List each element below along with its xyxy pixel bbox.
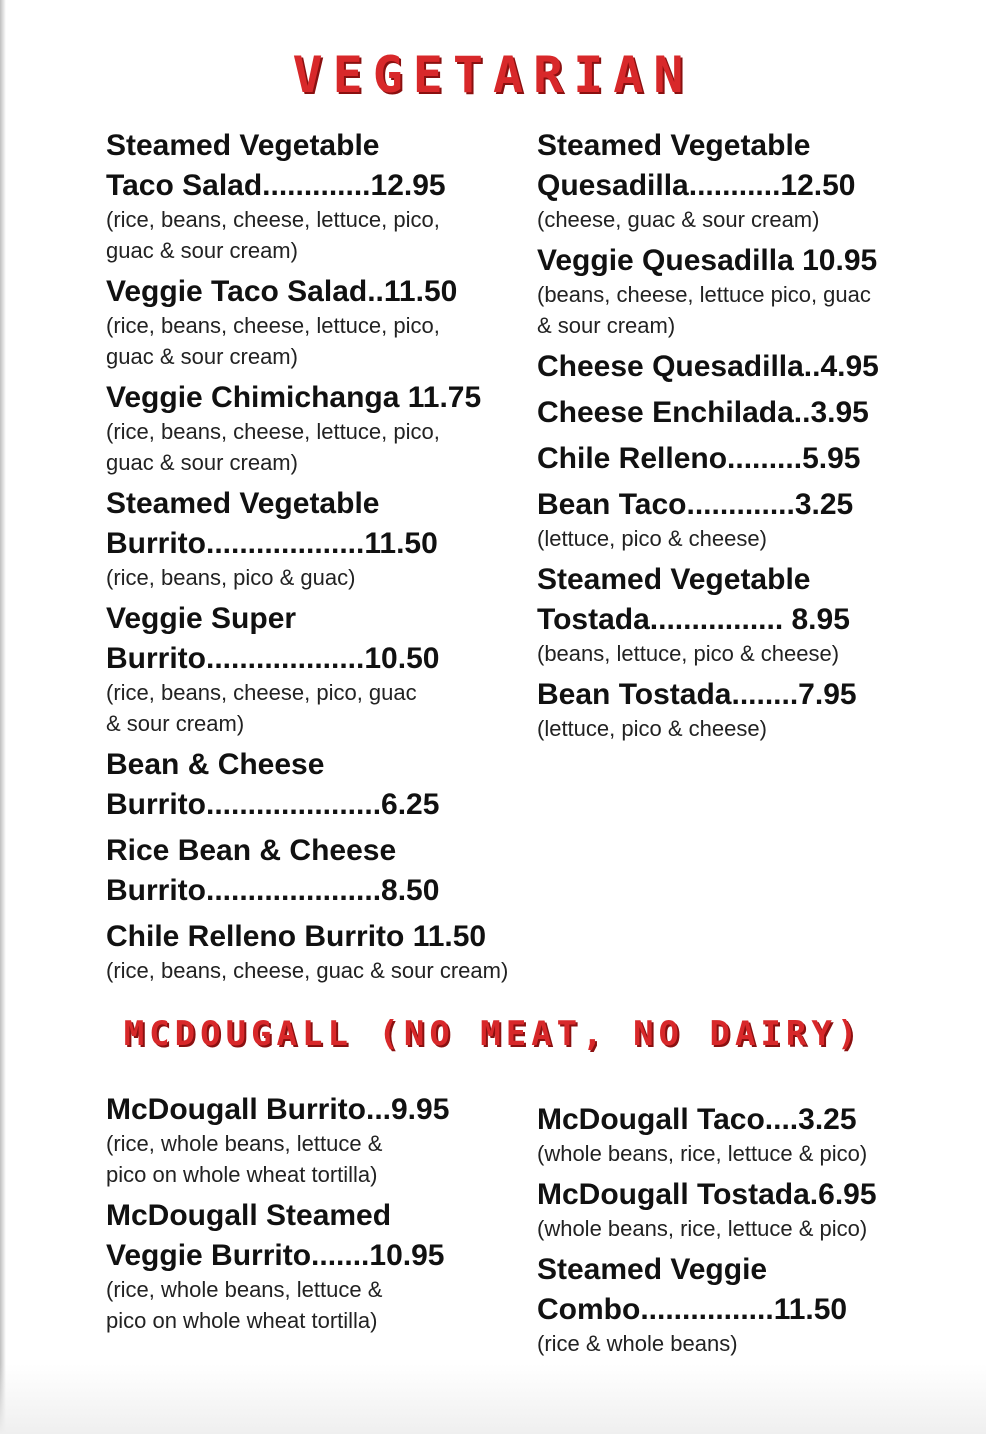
menu-item-name: Steamed Veggie Combo................ — [537, 1253, 774, 1326]
menu-item-price: 6.95 — [818, 1178, 877, 1211]
menu-item-name-line — [537, 439, 957, 479]
menu-item — [537, 347, 957, 387]
menu-item-name-line — [537, 560, 957, 640]
menu-item-description: (rice, whole beans, lettuce & pico on whole wheat tortilla) — [106, 1277, 383, 1333]
menu-item-price: 8.95 — [791, 603, 850, 636]
menu-item-description: (rice, beans, cheese, lettuce, pico, guac & sour cream) — [106, 313, 440, 369]
menu-item-description: (cheese, guac & sour cream) — [537, 207, 820, 232]
menu-item-name-line — [537, 1100, 957, 1140]
menu-item-price: 8.50 — [381, 874, 440, 907]
menu-item — [537, 393, 957, 433]
menu-item — [537, 1250, 957, 1359]
menu-item-price: 7.95 — [798, 678, 857, 711]
menu-item-name: McDougall Burrito... — [106, 1093, 391, 1126]
menu-item — [106, 917, 516, 986]
menu-item-name-line — [106, 1090, 516, 1130]
menu-item-price: 11.75 — [407, 381, 482, 414]
menu-item — [537, 485, 957, 554]
menu-item-name: Cheese Quesadilla.. — [537, 350, 821, 383]
menu-item — [537, 560, 957, 669]
menu-item-description: (lettuce, pico & cheese) — [537, 716, 767, 741]
menu-item-price: 9.95 — [391, 1093, 450, 1126]
menu-item-price: 10.95 — [802, 244, 878, 277]
menu-item-name-line — [537, 1175, 957, 1215]
menu-item-name-line — [537, 675, 957, 715]
menu-item — [106, 484, 516, 593]
menu-item-description: (lettuce, pico & cheese) — [537, 526, 767, 551]
menu-item-name-line — [106, 484, 516, 564]
menu-item-name-line — [106, 831, 516, 911]
menu-item-description: (rice, whole beans, lettuce & pico on whole wheat tortilla) — [106, 1131, 383, 1187]
menu-item-name: Steamed Vegetable Quesadilla........... — [537, 129, 811, 202]
menu-item-name-line — [106, 745, 516, 825]
menu-item-description: (rice, beans, cheese, pico, guac & sour cream) — [106, 680, 417, 736]
menu-item-price: 10.95 — [369, 1239, 445, 1272]
menu-item-description: (rice, beans, cheese, guac & sour cream) — [106, 958, 509, 983]
menu-item — [537, 675, 957, 744]
menu-item-description: (rice, beans, cheese, lettuce, pico, guac & sour cream) — [106, 207, 440, 263]
menu-item — [537, 241, 957, 341]
menu-item-price: 10.50 — [364, 642, 440, 675]
menu-item-description: (whole beans, rice, lettuce & pico) — [537, 1216, 868, 1241]
menu-item-name: McDougall Steamed Veggie Burrito....... — [106, 1199, 392, 1272]
menu-item-description: (rice, beans, pico & guac) — [106, 565, 356, 590]
menu-item-name: Veggie Taco Salad.. — [106, 275, 384, 308]
menu-item-name-line — [106, 378, 516, 418]
menu-item-name-line — [106, 599, 516, 679]
menu-item-name-line — [106, 126, 516, 206]
mcdougall-right-column — [537, 1100, 957, 1365]
menu-item-description: (rice, beans, cheese, lettuce, pico, guac & sour cream) — [106, 419, 440, 475]
menu-item-name: Cheese Enchilada.. — [537, 396, 811, 429]
menu-item-price: 3.95 — [810, 396, 869, 429]
menu-item-name: Steamed Vegetable Burrito................... — [106, 487, 380, 560]
menu-item-price: 3.25 — [798, 1103, 857, 1136]
menu-item — [537, 1100, 957, 1169]
menu-item-name: Bean & Cheese Burrito..................... — [106, 748, 382, 821]
menu-item — [106, 599, 516, 739]
vegetarian-left-column — [106, 126, 516, 992]
menu-item-name-line — [106, 272, 516, 312]
menu-item — [106, 272, 516, 372]
menu-item — [106, 378, 516, 478]
menu-item-name: Veggie Chimichanga — [106, 381, 408, 414]
menu-item-name-line — [537, 126, 957, 206]
menu-item-price: 4.95 — [820, 350, 879, 383]
menu-item-price: 12.95 — [370, 169, 446, 202]
menu-item-name: Chile Relleno......... — [537, 442, 803, 475]
menu-item — [106, 1090, 516, 1190]
menu-item-name-line — [537, 347, 957, 387]
menu-item-name: Bean Tostada........ — [537, 678, 799, 711]
menu-item-name: Rice Bean & Cheese Burrito..................... — [106, 834, 397, 907]
menu-item-name-line — [537, 485, 957, 525]
menu-item-description: (whole beans, rice, lettuce & pico) — [537, 1141, 868, 1166]
menu-item-name-line — [106, 1196, 516, 1276]
menu-item-price: 11.50 — [364, 527, 438, 560]
menu-item-name: Steamed Vegetable Taco Salad............. — [106, 129, 380, 202]
menu-item — [106, 745, 516, 825]
menu-item — [106, 126, 516, 266]
menu-item-name: Steamed Vegetable Tostada................ — [537, 563, 811, 636]
menu-item-price: 11.50 — [383, 275, 458, 308]
menu-item-name-line — [537, 1250, 957, 1330]
menu-item-name: McDougall Tostada. — [537, 1178, 819, 1211]
menu-item-name-line — [106, 917, 516, 957]
mcdougall-left-column — [106, 1090, 516, 1342]
menu-item-price: 11.50 — [773, 1293, 848, 1326]
page-edge-shadow — [0, 0, 6, 1434]
menu-item-name: Veggie Quesadilla — [537, 244, 803, 277]
menu-item-description: (beans, lettuce, pico & cheese) — [537, 641, 840, 666]
menu-item — [537, 439, 957, 479]
menu-item-price: 3.25 — [794, 488, 854, 521]
menu-item — [106, 1196, 516, 1336]
mcdougall-section-title: MCDOUGALL (NO MEAT, NO DAIRY) — [123, 1014, 863, 1054]
menu-item-price: 5.95 — [802, 442, 861, 475]
menu-item-price: 6.25 — [381, 788, 440, 821]
menu-item-name: McDougall Taco.... — [537, 1103, 799, 1136]
page-bottom-shade — [0, 1364, 986, 1434]
menu-item-name: Bean Taco............. — [537, 488, 795, 521]
vegetarian-right-column — [537, 126, 957, 750]
menu-item-description: (beans, cheese, lettuce pico, guac & sour cream) — [537, 282, 871, 338]
menu-item-price: 11.50 — [412, 920, 487, 953]
menu-item-name: Veggie Super Burrito................... — [106, 602, 365, 675]
menu-item-name-line — [537, 393, 957, 433]
menu-item-name: Chile Relleno Burrito — [106, 920, 413, 953]
menu-item-description: (rice & whole beans) — [537, 1331, 738, 1356]
menu-item — [537, 126, 957, 235]
vegetarian-section-title: VEGETARIAN — [292, 46, 694, 104]
menu-item-name-line — [537, 241, 957, 281]
menu-item — [106, 831, 516, 911]
menu-item-price: 12.50 — [780, 169, 856, 202]
menu-item — [537, 1175, 957, 1244]
